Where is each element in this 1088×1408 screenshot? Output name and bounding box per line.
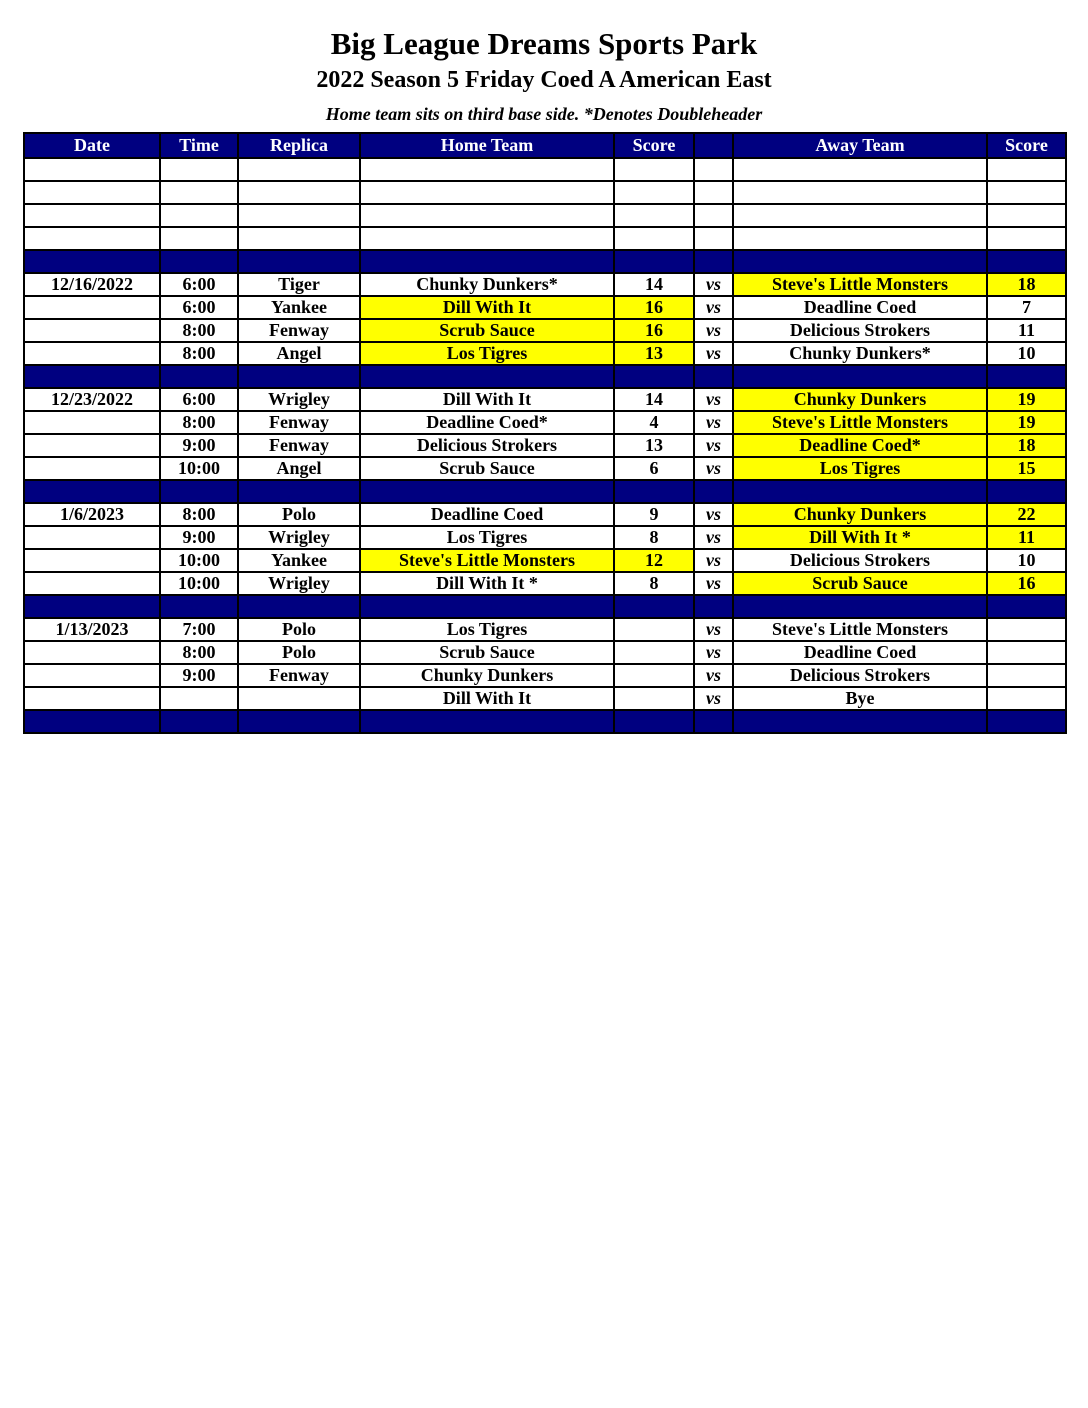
vs-cell: vs: [694, 687, 733, 710]
away-score-cell: [987, 227, 1066, 250]
home-team-cell: Los Tigres: [360, 618, 614, 641]
vs-cell: vs: [694, 457, 733, 480]
time-cell: [160, 595, 238, 618]
home-score-cell: [614, 641, 694, 664]
time-cell: [160, 250, 238, 273]
away-score-cell: [987, 641, 1066, 664]
away-team-cell: [733, 710, 987, 733]
time-cell: [160, 181, 238, 204]
date-cell: [24, 526, 160, 549]
home-team-cell: [360, 227, 614, 250]
time-cell: 6:00: [160, 296, 238, 319]
game-row: [24, 618, 1066, 641]
header-row: [24, 133, 1066, 158]
vs-cell: [694, 365, 733, 388]
time-cell: [160, 687, 238, 710]
home-score-cell: 16: [614, 319, 694, 342]
away-score-cell: [987, 710, 1066, 733]
game-row: [24, 641, 1066, 664]
away-team-cell: Scrub Sauce: [733, 572, 987, 595]
away-team-cell: Los Tigres: [733, 457, 987, 480]
away-team-cell: Delicious Strokers: [733, 319, 987, 342]
away-score-cell: [987, 204, 1066, 227]
date-cell: 1/6/2023: [24, 503, 160, 526]
away-score-cell: [987, 618, 1066, 641]
away-score-cell: 10: [987, 549, 1066, 572]
blank-row: [24, 158, 1066, 181]
vs-cell: vs: [694, 342, 733, 365]
home-score-cell: [614, 664, 694, 687]
time-cell: 8:00: [160, 342, 238, 365]
replica-cell: Wrigley: [238, 526, 360, 549]
vs-cell: vs: [694, 572, 733, 595]
away-score-cell: [987, 687, 1066, 710]
date-cell: [24, 227, 160, 250]
date-cell: [24, 204, 160, 227]
vs-cell: [694, 710, 733, 733]
away-team-cell: Steve's Little Monsters: [733, 618, 987, 641]
replica-cell: Polo: [238, 618, 360, 641]
home-team-cell: [360, 204, 614, 227]
vs-cell: vs: [694, 618, 733, 641]
home-team-cell: [360, 710, 614, 733]
home-score-cell: [614, 204, 694, 227]
replica-cell: Fenway: [238, 411, 360, 434]
date-cell: [24, 549, 160, 572]
away-score-cell: [987, 595, 1066, 618]
vs-cell: [694, 595, 733, 618]
blank-row: [24, 181, 1066, 204]
away-score-cell: 22: [987, 503, 1066, 526]
home-score-cell: [614, 158, 694, 181]
home-score-cell: 13: [614, 434, 694, 457]
away-team-cell: [733, 480, 987, 503]
date-cell: 12/16/2022: [24, 273, 160, 296]
column-header-away-team: Away Team: [733, 133, 987, 158]
away-team-cell: [733, 595, 987, 618]
column-header-home-score: Score: [614, 133, 694, 158]
vs-cell: [694, 227, 733, 250]
time-cell: [160, 710, 238, 733]
away-team-cell: Steve's Little Monsters: [733, 273, 987, 296]
away-score-cell: 18: [987, 273, 1066, 296]
column-header-away-score: Score: [987, 133, 1066, 158]
vs-cell: [694, 250, 733, 273]
away-team-cell: [733, 181, 987, 204]
vs-cell: vs: [694, 411, 733, 434]
away-team-cell: Chunky Dunkers: [733, 388, 987, 411]
home-team-cell: Scrub Sauce: [360, 457, 614, 480]
home-score-cell: 14: [614, 388, 694, 411]
time-cell: 10:00: [160, 549, 238, 572]
home-score-cell: [614, 710, 694, 733]
home-score-cell: 13: [614, 342, 694, 365]
away-score-cell: 18: [987, 434, 1066, 457]
time-cell: 7:00: [160, 618, 238, 641]
separator-row: [24, 480, 1066, 503]
replica-cell: Polo: [238, 503, 360, 526]
home-score-cell: [614, 618, 694, 641]
date-cell: [24, 595, 160, 618]
game-row: [24, 296, 1066, 319]
column-header-date: Date: [24, 133, 160, 158]
column-header-replica: Replica: [238, 133, 360, 158]
home-team-cell: Dill With It *: [360, 572, 614, 595]
game-row: [24, 342, 1066, 365]
separator-row: [24, 595, 1066, 618]
game-row: [24, 319, 1066, 342]
replica-cell: Fenway: [238, 664, 360, 687]
vs-cell: [694, 158, 733, 181]
date-cell: [24, 411, 160, 434]
replica-cell: Fenway: [238, 319, 360, 342]
game-row: [24, 388, 1066, 411]
game-row: [24, 411, 1066, 434]
blank-row: [24, 227, 1066, 250]
date-cell: [24, 641, 160, 664]
home-team-cell: Deadline Coed: [360, 503, 614, 526]
away-score-cell: 19: [987, 411, 1066, 434]
home-score-cell: 12: [614, 549, 694, 572]
replica-cell: [238, 158, 360, 181]
away-score-cell: [987, 158, 1066, 181]
away-team-cell: Deadline Coed: [733, 296, 987, 319]
vs-cell: vs: [694, 641, 733, 664]
away-score-cell: 16: [987, 572, 1066, 595]
replica-cell: [238, 365, 360, 388]
away-score-cell: 19: [987, 388, 1066, 411]
date-cell: [24, 710, 160, 733]
home-team-cell: Dill With It: [360, 296, 614, 319]
home-team-cell: Steve's Little Monsters: [360, 549, 614, 572]
replica-cell: Tiger: [238, 273, 360, 296]
time-cell: [160, 204, 238, 227]
away-score-cell: [987, 250, 1066, 273]
away-team-cell: Chunky Dunkers*: [733, 342, 987, 365]
home-score-cell: [614, 365, 694, 388]
vs-cell: vs: [694, 664, 733, 687]
date-cell: [24, 250, 160, 273]
column-header-vs: [694, 133, 733, 158]
vs-cell: vs: [694, 388, 733, 411]
away-score-cell: [987, 181, 1066, 204]
time-cell: 8:00: [160, 641, 238, 664]
vs-cell: vs: [694, 549, 733, 572]
game-row: [24, 687, 1066, 710]
home-score-cell: 6: [614, 457, 694, 480]
home-team-cell: Scrub Sauce: [360, 641, 614, 664]
time-cell: 9:00: [160, 434, 238, 457]
replica-cell: Wrigley: [238, 388, 360, 411]
home-score-cell: [614, 227, 694, 250]
home-score-cell: [614, 687, 694, 710]
home-team-cell: Dill With It: [360, 687, 614, 710]
date-cell: [24, 480, 160, 503]
game-row: [24, 457, 1066, 480]
game-row: [24, 503, 1066, 526]
away-team-cell: [733, 204, 987, 227]
home-team-cell: Chunky Dunkers*: [360, 273, 614, 296]
home-team-cell: Dill With It: [360, 388, 614, 411]
home-team-cell: [360, 158, 614, 181]
time-cell: 6:00: [160, 388, 238, 411]
date-cell: [24, 687, 160, 710]
time-cell: 8:00: [160, 503, 238, 526]
home-team-cell: Deadline Coed*: [360, 411, 614, 434]
game-row: [24, 434, 1066, 457]
away-team-cell: Chunky Dunkers: [733, 503, 987, 526]
vs-cell: vs: [694, 273, 733, 296]
home-team-cell: [360, 250, 614, 273]
time-cell: 9:00: [160, 664, 238, 687]
replica-cell: Polo: [238, 641, 360, 664]
time-cell: [160, 480, 238, 503]
home-team-cell: [360, 181, 614, 204]
vs-cell: vs: [694, 526, 733, 549]
time-cell: 9:00: [160, 526, 238, 549]
home-score-cell: 9: [614, 503, 694, 526]
away-team-cell: Dill With It *: [733, 526, 987, 549]
date-cell: [24, 181, 160, 204]
date-cell: [24, 319, 160, 342]
home-team-cell: Delicious Strokers: [360, 434, 614, 457]
away-score-cell: 10: [987, 342, 1066, 365]
time-cell: 10:00: [160, 457, 238, 480]
page-subtitle: 2022 Season 5 Friday Coed A American East: [316, 67, 772, 93]
away-score-cell: 11: [987, 526, 1066, 549]
replica-cell: [238, 181, 360, 204]
game-row: [24, 273, 1066, 296]
date-cell: [24, 158, 160, 181]
home-score-cell: [614, 181, 694, 204]
separator-row: [24, 250, 1066, 273]
vs-cell: [694, 204, 733, 227]
time-cell: 10:00: [160, 572, 238, 595]
replica-cell: Angel: [238, 342, 360, 365]
separator-row: [24, 365, 1066, 388]
home-score-cell: 8: [614, 572, 694, 595]
home-score-cell: [614, 595, 694, 618]
away-team-cell: [733, 227, 987, 250]
vs-cell: vs: [694, 503, 733, 526]
home-team-cell: Chunky Dunkers: [360, 664, 614, 687]
replica-cell: [238, 480, 360, 503]
date-cell: [24, 365, 160, 388]
home-team-cell: [360, 595, 614, 618]
date-cell: [24, 664, 160, 687]
away-score-cell: [987, 365, 1066, 388]
time-cell: 6:00: [160, 273, 238, 296]
date-cell: [24, 434, 160, 457]
away-team-cell: [733, 250, 987, 273]
replica-cell: [238, 710, 360, 733]
time-cell: 8:00: [160, 411, 238, 434]
home-score-cell: 8: [614, 526, 694, 549]
column-header-time: Time: [160, 133, 238, 158]
away-team-cell: [733, 365, 987, 388]
home-team-cell: Scrub Sauce: [360, 319, 614, 342]
home-score-cell: [614, 250, 694, 273]
schedule-table: [23, 132, 1067, 734]
vs-cell: [694, 480, 733, 503]
away-score-cell: [987, 664, 1066, 687]
away-team-cell: [733, 158, 987, 181]
home-team-cell: [360, 365, 614, 388]
replica-cell: [238, 250, 360, 273]
replica-cell: [238, 595, 360, 618]
away-score-cell: 11: [987, 319, 1066, 342]
home-score-cell: 4: [614, 411, 694, 434]
away-team-cell: Bye: [733, 687, 987, 710]
time-cell: 8:00: [160, 319, 238, 342]
game-row: [24, 572, 1066, 595]
replica-cell: Angel: [238, 457, 360, 480]
time-cell: [160, 158, 238, 181]
home-team-cell: [360, 480, 614, 503]
vs-cell: vs: [694, 296, 733, 319]
away-score-cell: 7: [987, 296, 1066, 319]
date-cell: 1/13/2023: [24, 618, 160, 641]
replica-cell: [238, 687, 360, 710]
replica-cell: Yankee: [238, 296, 360, 319]
replica-cell: [238, 204, 360, 227]
page-note: Home team sits on third base side. *Denotes Doubleheader: [325, 104, 763, 124]
page-title: Big League Dreams Sports Park: [330, 26, 758, 61]
away-team-cell: Steve's Little Monsters: [733, 411, 987, 434]
home-score-cell: 14: [614, 273, 694, 296]
separator-row: [24, 710, 1066, 733]
away-team-cell: Delicious Strokers: [733, 549, 987, 572]
replica-cell: Wrigley: [238, 572, 360, 595]
replica-cell: [238, 227, 360, 250]
schedule-body: [24, 158, 1066, 733]
home-team-cell: Los Tigres: [360, 342, 614, 365]
date-cell: [24, 457, 160, 480]
vs-cell: [694, 181, 733, 204]
away-team-cell: Deadline Coed: [733, 641, 987, 664]
game-row: [24, 549, 1066, 572]
replica-cell: Fenway: [238, 434, 360, 457]
date-cell: [24, 572, 160, 595]
home-team-cell: Los Tigres: [360, 526, 614, 549]
home-score-cell: [614, 480, 694, 503]
date-cell: 12/23/2022: [24, 388, 160, 411]
away-score-cell: 15: [987, 457, 1066, 480]
date-cell: [24, 342, 160, 365]
away-team-cell: Deadline Coed*: [733, 434, 987, 457]
time-cell: [160, 365, 238, 388]
vs-cell: vs: [694, 319, 733, 342]
replica-cell: Yankee: [238, 549, 360, 572]
away-team-cell: Delicious Strokers: [733, 664, 987, 687]
game-row: [24, 526, 1066, 549]
game-row: [24, 664, 1066, 687]
time-cell: [160, 227, 238, 250]
vs-cell: vs: [694, 434, 733, 457]
away-score-cell: [987, 480, 1066, 503]
home-score-cell: 16: [614, 296, 694, 319]
blank-row: [24, 204, 1066, 227]
column-header-home-team: Home Team: [360, 133, 614, 158]
date-cell: [24, 296, 160, 319]
